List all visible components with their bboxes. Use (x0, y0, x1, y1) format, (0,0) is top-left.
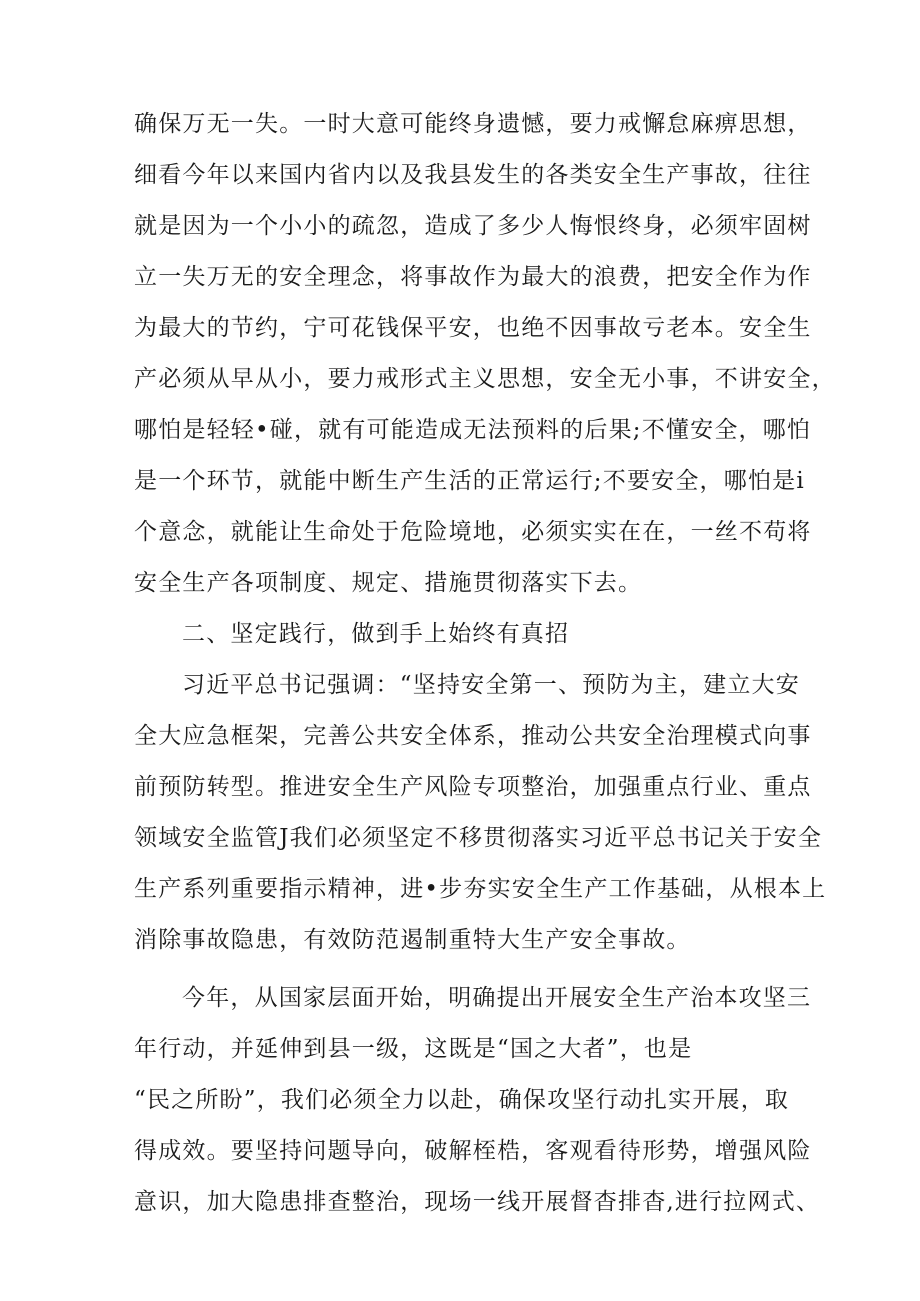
body-text-line: 细看今年以来国内省内以及我县发生的各类安全生产事故，往往 (134, 162, 812, 188)
body-text-line: 确保万无一失。一时大意可能终身遗憾，要力戒懈怠麻痹思想， (134, 111, 812, 137)
body-text-line: 生产系列重要指示精神，进•步夯实安全生产工作基础，从根本上 (134, 876, 827, 902)
body-text-line: 是一个环节，就能中断生产生活的正常运行;不要安全，哪怕是i (134, 468, 805, 494)
body-text-line: 哪怕是轻轻•碰，就有可能造成无法预料的后果;不懂安全，哪怕 (134, 417, 812, 443)
body-text-line: 为最大的节约，宁可花钱保平安，也绝不因事故亏老本。安全生 (134, 315, 812, 341)
body-text-line: 得成效。要坚持问题导向，破解桎梏，客观看待形势，增强风险 (134, 1138, 812, 1164)
body-text-line: 消除事故隐患，有效防范遏制重特大生产安全事故。 (134, 927, 691, 953)
body-text-line: “民之所盼”，我们必须全力以赴，确保攻坚行动扎实开展，取 (134, 1087, 790, 1113)
body-text-line: 前预防转型。推进安全生产风险专项整治，加强重点行业、重点 (134, 774, 812, 800)
body-text-line: 个意念，就能让生命处于危险境地，必须实实在在，一丝不苟将 (134, 519, 812, 545)
body-text-line: 立一失万无的安全理念，将事故作为最大的浪费，把安全作为作 (134, 264, 812, 290)
body-text-line: 领域安全监管J我们必须坚定不移贯彻落实习近平总书记关于安全 (134, 825, 823, 851)
body-text-line: 习近平总书记强调：“坚持安全第一、预防为主，建立大安 (182, 672, 800, 698)
body-text-line: 意识，加大隐患排查整治，现场一线开展督杳排杳,进行拉网式、 (134, 1189, 821, 1215)
section-heading: 二、坚定践行，做到手上始终有真招 (182, 621, 570, 647)
body-text-line: 就是因为一个小小的疏忽，造成了多少人悔恨终身，必须牢固树 (134, 213, 812, 239)
body-text-line: 今年，从国家层面开始，明确提出开展安全生产治本攻坚三 (182, 985, 812, 1011)
body-text-line: 安全生产各项制度、规定、措施贯彻落实下去。 (134, 570, 643, 596)
body-text-line: 全大应急框架，完善公共安全体系，推动公共安全治理模式向事 (134, 723, 812, 749)
body-text-line: 产必须从早从小，要力戒形式主义思想，安全无小事，不讲安全， (134, 366, 836, 392)
body-text-line: 年行动，并延伸到县一级，这既是“国之大者”，也是 (134, 1036, 693, 1062)
